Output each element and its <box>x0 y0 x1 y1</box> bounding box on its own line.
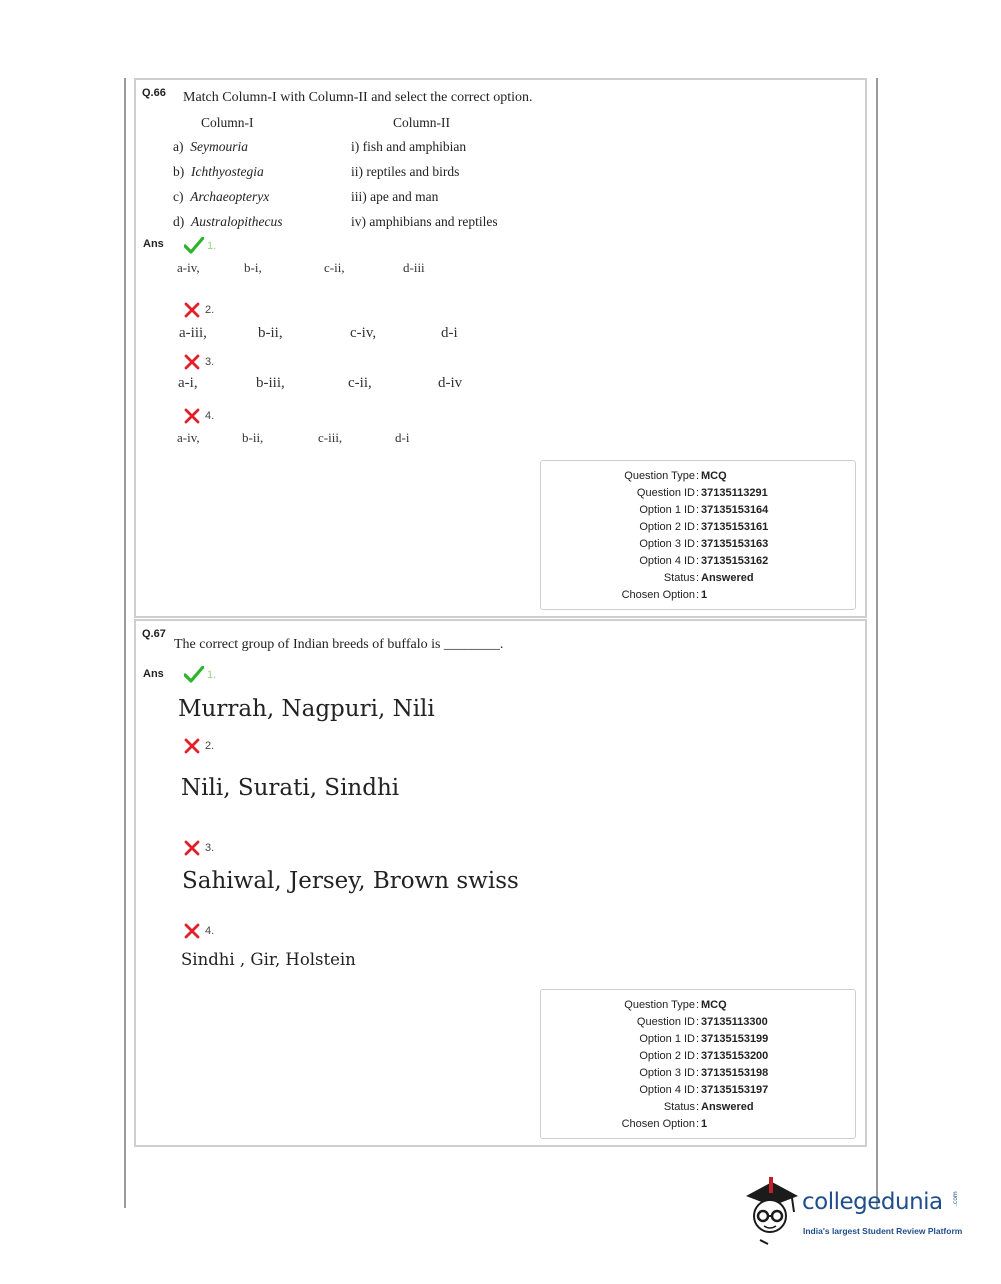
option-number: 2. <box>205 740 215 752</box>
check-icon <box>184 237 204 254</box>
question-text: Match Column-I with Column-II and select the correct option. <box>183 90 533 105</box>
option-4-id: 37135153197 <box>701 1084 769 1096</box>
option-text: Nili, Surati, Sindhi <box>181 775 400 801</box>
option-part: b-i, <box>244 260 262 275</box>
option-part: c-iii, <box>318 430 343 445</box>
column-1-item: b) Ichthyostegia <box>173 164 264 179</box>
page-left-border <box>124 78 126 1208</box>
option-text: Sindhi , Gir, Holstein <box>181 950 356 969</box>
cross-icon <box>184 302 200 318</box>
option-number: 4. <box>205 410 215 422</box>
option-number: 1. <box>207 669 217 681</box>
cross-icon <box>184 923 200 939</box>
option-1-id: 37135153199 <box>701 1033 769 1045</box>
status: Answered <box>701 1101 754 1113</box>
question-id: 37135113300 <box>701 1016 768 1028</box>
option-part: b-ii, <box>258 325 283 341</box>
cross-icon <box>184 408 200 424</box>
option-3-id: 37135153198 <box>701 1067 769 1079</box>
column-2-item: iv) amphibians and reptiles <box>351 214 498 229</box>
option-4-id: 37135153162 <box>701 555 769 567</box>
question-type: MCQ <box>701 470 727 482</box>
question-info-box: Question Type : MCQ Question ID : 37135113291 Option 1 ID : 37135153164 Option 2 ID : 37135153161 Option 3 ID : 37135153163 Option 4 ID : 37135153162 Status : Answered Chosen Option : 1 <box>540 460 856 610</box>
option-part: a-iv, <box>177 430 200 445</box>
status: Answered <box>701 572 754 584</box>
option-number: 1. <box>207 240 217 252</box>
column-2-item: i) fish and amphibian <box>351 139 467 154</box>
option-text: Murrah, Nagpuri, Nili <box>178 696 435 722</box>
column-2-item: ii) reptiles and birds <box>351 164 460 179</box>
question-id: 37135113291 <box>701 487 768 499</box>
option-part: d-i <box>441 325 458 341</box>
column-1-item: c) Archaeopteryx <box>173 189 270 204</box>
option-part: b-iii, <box>256 375 285 391</box>
check-icon <box>184 666 204 683</box>
option-part: a-i, <box>178 375 198 391</box>
option-part: b-ii, <box>242 430 264 445</box>
question-info-box: Question Type : MCQ Question ID : 37135113300 Option 1 ID : 37135153199 Option 2 ID : 37135153200 Option 3 ID : 37135153198 Option 4 ID : 37135153197 Status : Answered Chosen Option : 1 <box>540 989 856 1139</box>
brand-suffix: .com <box>952 1191 959 1206</box>
question-number: Q.67 <box>142 628 166 640</box>
option-number: 4. <box>205 925 215 937</box>
option-1-id: 37135153164 <box>701 504 769 516</box>
cross-icon <box>184 354 200 370</box>
answer-label: Ans <box>143 238 164 250</box>
question-text: The correct group of Indian breeds of buffalo is ________. <box>174 637 504 652</box>
column-1-header: Column-I <box>201 115 254 130</box>
question-number: Q.66 <box>142 87 166 99</box>
chosen-option: 1 <box>701 1118 708 1130</box>
option-part: a-iv, <box>177 260 200 275</box>
answer-label: Ans <box>143 668 164 680</box>
option-part: d-iii <box>403 260 425 275</box>
cross-icon <box>184 738 200 754</box>
option-2-id: 37135153200 <box>701 1050 769 1062</box>
column-1-item: a) Seymouria <box>173 139 248 154</box>
chosen-option: 1 <box>701 589 708 601</box>
option-3-id: 37135153163 <box>701 538 769 550</box>
column-2-item: iii) ape and man <box>351 189 439 204</box>
brand-name: collegedunia <box>802 1189 943 1215</box>
column-2-header: Column-II <box>393 115 450 130</box>
graduate-mascot-icon <box>742 1176 802 1246</box>
option-number: 2. <box>205 304 215 316</box>
option-part: d-i <box>395 430 410 445</box>
brand-tagline: India's largest Student Review Platform <box>803 1226 963 1236</box>
option-part: c-ii, <box>348 375 372 391</box>
option-number: 3. <box>205 356 215 368</box>
question-type: MCQ <box>701 999 727 1011</box>
option-part: c-ii, <box>324 260 345 275</box>
collegedunia-logo[interactable] <box>742 1176 974 1246</box>
option-part: c-iv, <box>350 325 377 341</box>
option-text: Sahiwal, Jersey, Brown swiss <box>182 868 519 894</box>
option-2-id: 37135153161 <box>701 521 769 533</box>
column-1-item: d) Australopithecus <box>173 214 283 229</box>
cross-icon <box>184 840 200 856</box>
option-part: a-iii, <box>179 325 207 341</box>
page-right-border <box>876 78 878 1208</box>
option-part: d-iv <box>438 375 463 391</box>
option-number: 3. <box>205 842 215 854</box>
